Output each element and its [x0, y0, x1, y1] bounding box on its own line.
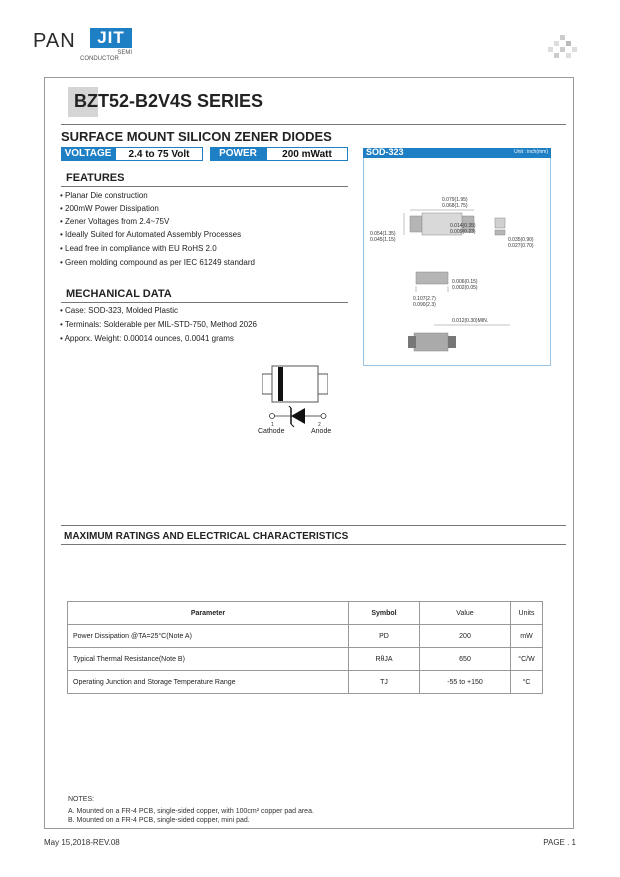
power-value: 200 mWatt [266, 147, 348, 161]
features-heading: FEATURES [66, 172, 125, 184]
package-dimension-drawing [364, 160, 550, 365]
cell-symbol: TJ [349, 671, 420, 694]
table-header-row [68, 602, 543, 625]
dim-width-min: 0.045(1.15) [370, 237, 396, 243]
mechanical-divider [61, 302, 348, 303]
table-row [68, 648, 543, 671]
dim-width-max: 0.054(1.35) [370, 231, 396, 237]
note-b: B. Mounted on a FR-4 PCB, single-sided copper, mini pad. [68, 817, 250, 824]
cell-units: °C/W [511, 648, 543, 671]
note-a: A. Mounted on a FR-4 PCB, single-sided copper, with 100cm² copper pad area. [68, 808, 314, 815]
pin2-label: 2 [318, 422, 321, 428]
notes-heading: NOTES: [68, 796, 95, 803]
dim-lead-max: 0.014(0.35) [450, 223, 476, 229]
feature-item: • Lead free in compliance with EU RoHS 2.0 [60, 244, 217, 253]
voltage-value: 2.4 to 75 Volt [115, 147, 203, 161]
cell-units: mW [511, 625, 543, 648]
mechanical-item: • Terminals: Solderable per MIL-STD-750, Method 2026 [60, 320, 257, 329]
footer-page: PAGE . 1 [543, 838, 576, 847]
features-divider [61, 186, 348, 187]
table-row [68, 671, 543, 694]
mechanical-heading: MECHANICAL DATA [66, 288, 172, 300]
mechanical-item: • Apporx. Weight: 0.00014 ounces, 0.0041 grams [60, 334, 234, 343]
table-row [68, 625, 543, 648]
header-symbol: Symbol [349, 602, 420, 625]
page-title: BZT52-B2V4S SERIES [74, 91, 264, 111]
power-label: POWER [210, 147, 266, 161]
diode-package-illustration [262, 364, 328, 404]
cell-symbol: PD [349, 625, 420, 648]
ratings-top-divider [61, 525, 566, 526]
cell-value: -55 to +150 [420, 671, 511, 694]
cell-parameter: Power Dissipation @TA=25°C(Note A) [68, 625, 349, 648]
feature-item: • 200mW Power Dissipation [60, 204, 159, 213]
dim-standoff-max: 0.006(0.15) [452, 279, 478, 285]
feature-item: • Green molding compound as per IEC 61249 standard [60, 258, 255, 267]
dim-overall-max: 0.107(2.7) [413, 296, 436, 302]
dim-pad-min: 0.012(0.30)MIN. [452, 318, 489, 324]
cell-value: 200 [420, 625, 511, 648]
brand-sub-conductor: CONDUCTOR [80, 56, 119, 62]
cell-value: 650 [420, 648, 511, 671]
voltage-label: VOLTAGE [61, 147, 115, 161]
anode-label: Anode [311, 428, 332, 435]
header-value: Value [420, 602, 511, 625]
brand-sub-semi: SEMI [117, 50, 132, 56]
pin1-label: 1 [271, 422, 274, 428]
header-units: Units [511, 602, 543, 625]
dim-height-max: 0.035(0.90) [508, 237, 534, 243]
header-parameter: Parameter [68, 602, 349, 625]
mechanical-item: • Case: SOD-323, Molded Plastic [60, 306, 178, 315]
dim-lead-min: 0.009(0.23) [450, 229, 476, 235]
ratings-bottom-divider [61, 544, 566, 545]
footer-date: May 15,2018-REV.08 [44, 838, 120, 847]
brand-logo-pan: PAN [33, 30, 76, 52]
title-divider [61, 124, 566, 125]
cell-parameter: Typical Thermal Resistance(Note B) [68, 648, 349, 671]
feature-item: • Planar Die construction [60, 191, 148, 200]
package-unit: Unit : inch(mm) [514, 149, 548, 155]
cell-parameter: Operating Junction and Storage Temperature Range [68, 671, 349, 694]
cell-symbol: RθJA [349, 648, 420, 671]
feature-item: • Ideally Suited for Automated Assembly Processes [60, 230, 242, 239]
dim-length-max: 0.079(1.95) [442, 197, 468, 203]
dim-overall-min: 0.090(2.3) [413, 302, 436, 308]
dim-length-min: 0.068(1.75) [442, 203, 468, 209]
dim-standoff-min: 0.002(0.05) [452, 285, 478, 291]
decorative-dots-icon [548, 35, 578, 59]
package-name: SOD-323 [366, 147, 404, 157]
cell-units: °C [511, 671, 543, 694]
feature-item: • Zener Voltages from 2.4~75V [60, 217, 170, 226]
ratings-table [67, 601, 543, 694]
cathode-label: Cathode [258, 428, 285, 435]
dim-height-min: 0.027(0.70) [508, 243, 534, 249]
product-subtitle: SURFACE MOUNT SILICON ZENER DIODES [61, 129, 332, 144]
brand-logo-jit: JIT [90, 28, 132, 48]
ratings-heading: MAXIMUM RATINGS AND ELECTRICAL CHARACTERISTICS [64, 531, 349, 542]
